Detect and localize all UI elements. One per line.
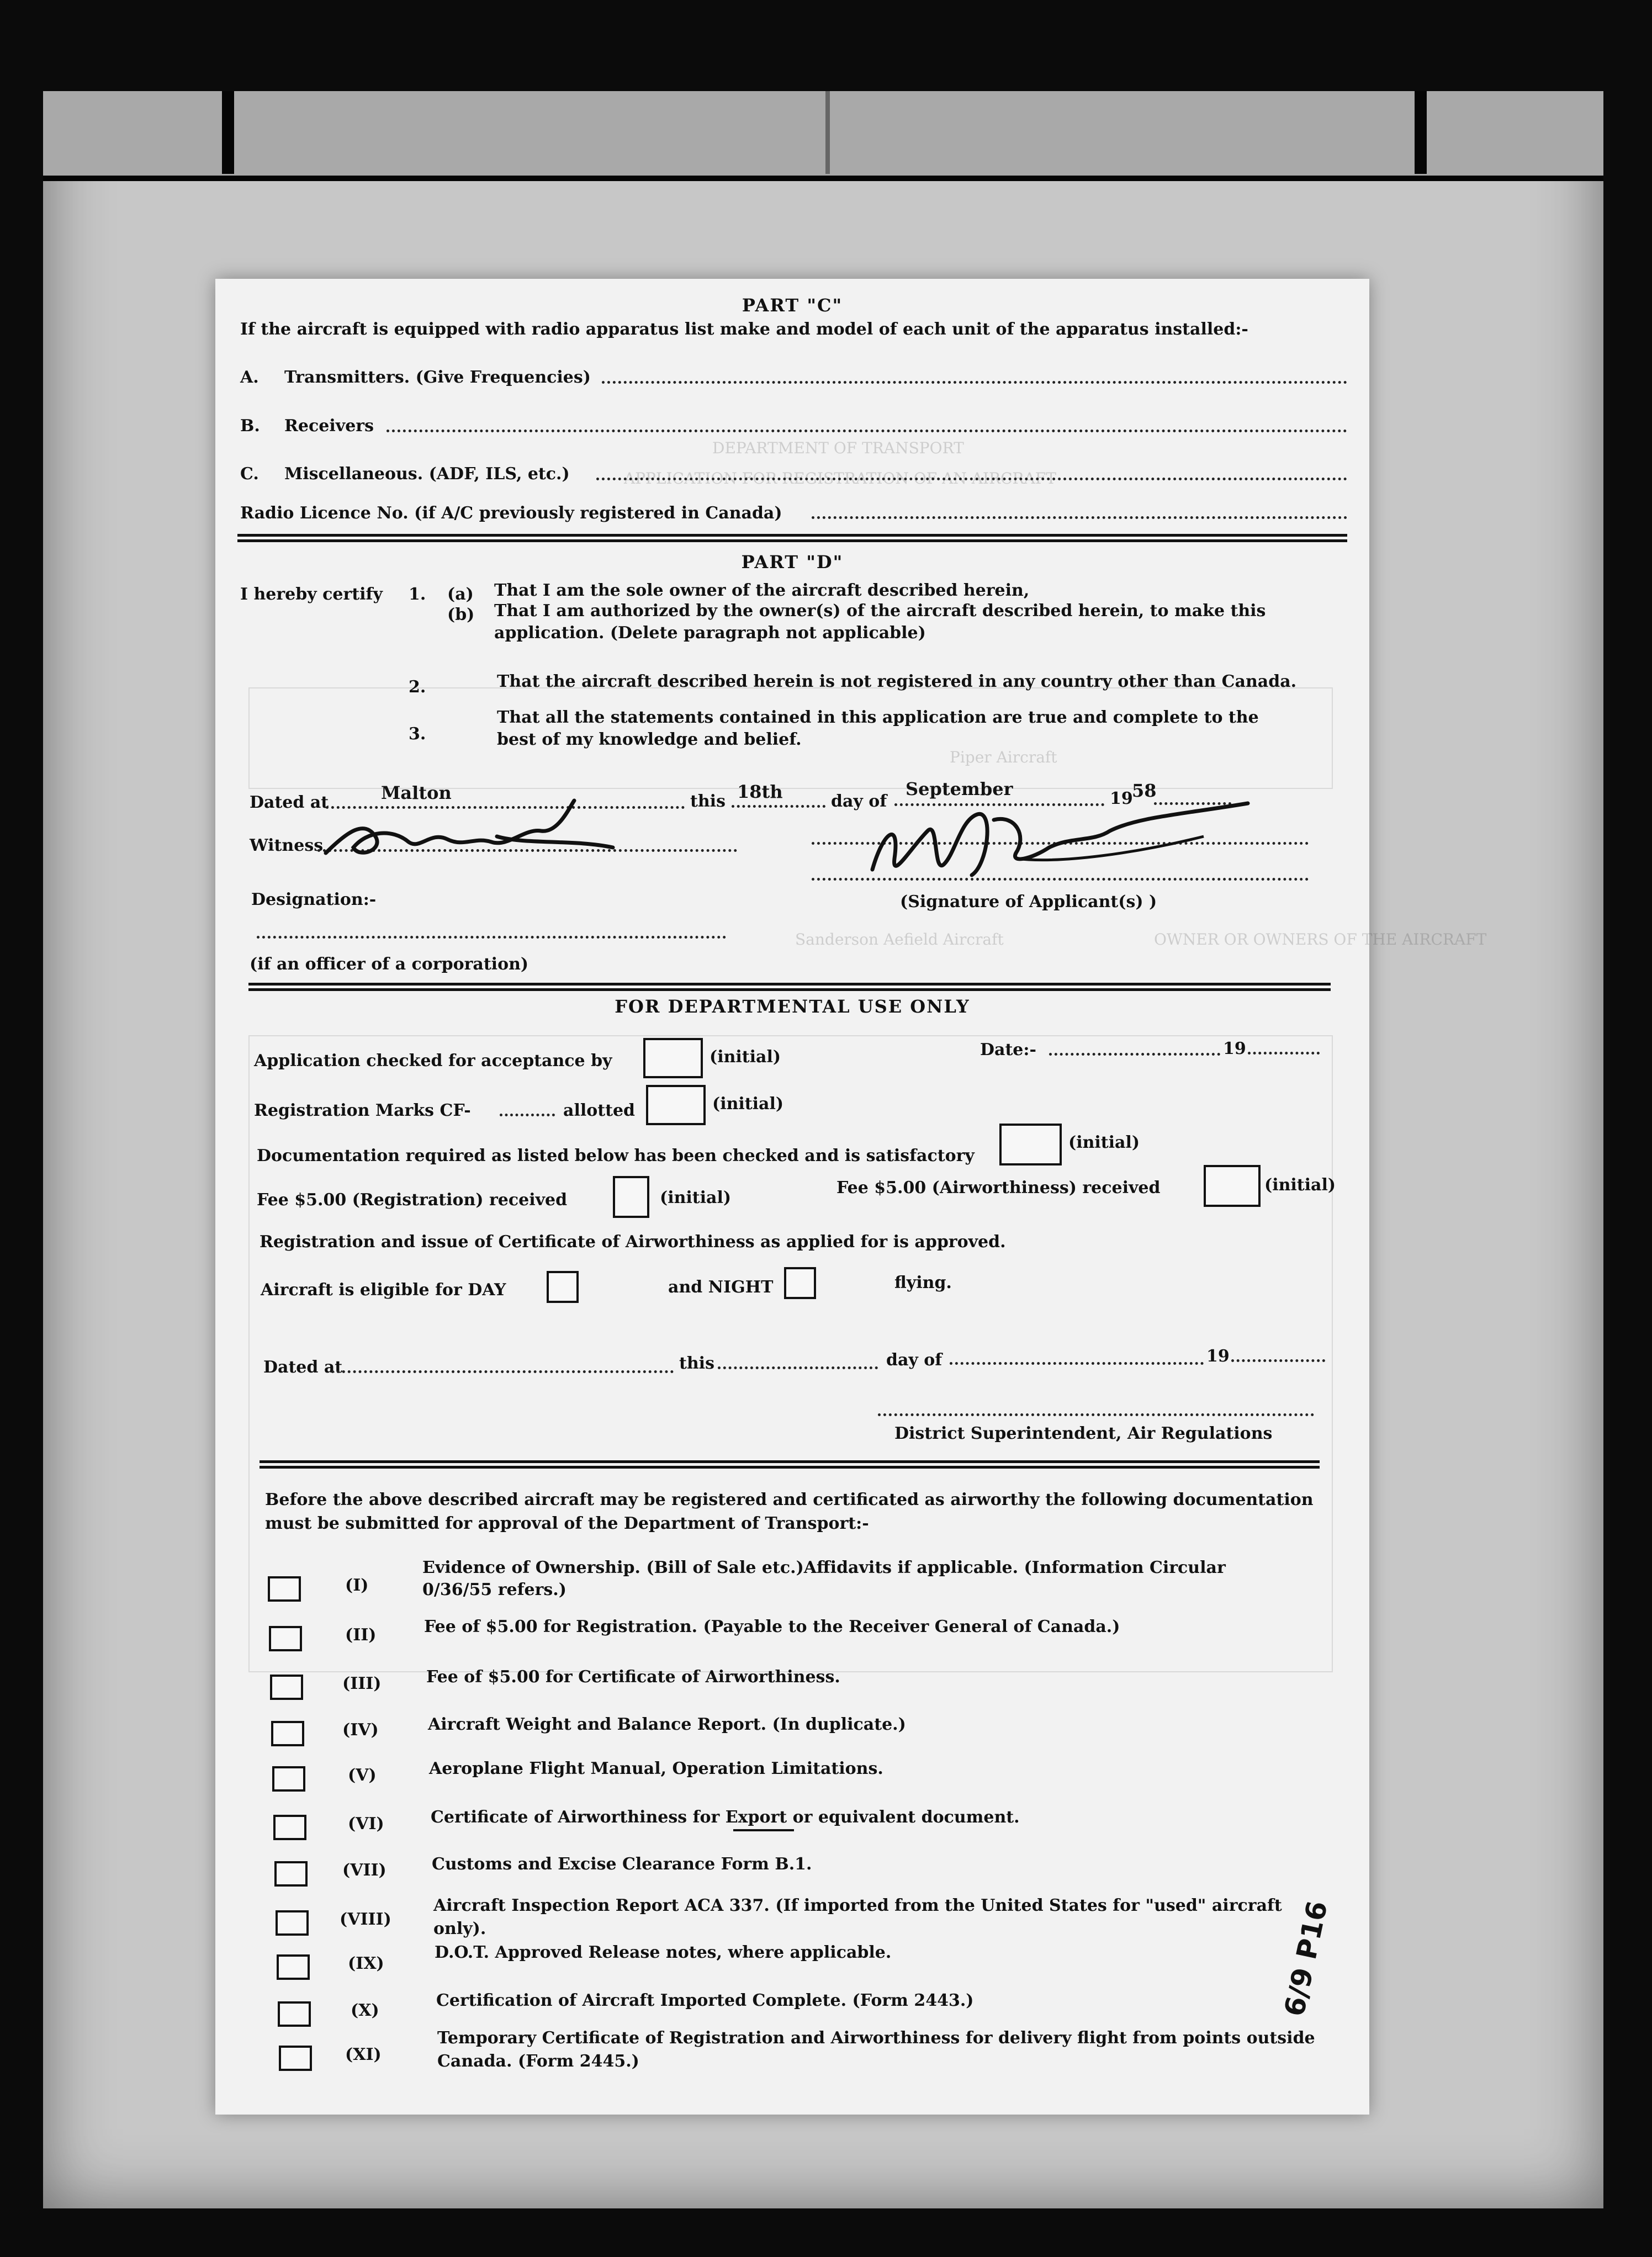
approved-label: Registration and issue of Certificate of Airworthiness as applied for is approved.: [260, 1232, 1006, 1252]
checked-label: Application checked for acceptance by: [254, 1051, 612, 1071]
doc-checkbox-iii[interactable]: [270, 1675, 303, 1700]
transmitters-field[interactable]: [602, 381, 1347, 384]
night-checkbox[interactable]: [784, 1267, 816, 1299]
radio-licence-field[interactable]: [812, 516, 1347, 519]
part-d-heading: PART "D": [741, 552, 844, 573]
officer-note: (if an officer of a corporation): [250, 955, 529, 974]
show-through-owner: OWNER OR OWNERS OF THE AIRCRAFT: [1154, 930, 1487, 949]
superintendent-signature-line[interactable]: [878, 1413, 1314, 1416]
documentation-initial-box[interactable]: [999, 1124, 1062, 1165]
checked-initial-box[interactable]: [643, 1038, 703, 1078]
doc-checkbox-viii[interactable]: [276, 1910, 309, 1936]
part-c-letter-c: C.: [240, 464, 259, 484]
doc-text-vii: Customs and Excise Clearance Form B.1.: [432, 1855, 812, 1874]
eligible-day-label: Aircraft is eligible for DAY: [261, 1280, 506, 1300]
frame-bar-left: [222, 91, 234, 174]
frame-bar-right: [1415, 91, 1427, 174]
clause-2-number: 2.: [409, 677, 426, 697]
doc-checkbox-v[interactable]: [272, 1766, 305, 1792]
dated-at-place: Malton: [381, 782, 452, 803]
doc-text-iv: Aircraft Weight and Balance Report. (In duplicate.): [428, 1715, 906, 1734]
clause-b-text-2: application. (Delete paragraph not applicable): [494, 623, 926, 643]
dept-day-of-label: day of: [886, 1350, 943, 1370]
part-c-rule-1: [237, 534, 1347, 537]
day-field[interactable]: [732, 805, 825, 808]
part-c-misc-label: Miscellaneous. (ADF, ILS, etc.): [284, 464, 570, 484]
dept-day-of-field[interactable]: [950, 1362, 1204, 1365]
file-stamp: 6/9 P16: [1278, 1898, 1334, 2020]
doc-num-ii: (II): [345, 1625, 377, 1645]
doc-text-vi: Certificate of Airworthiness for Export or equivalent document.: [431, 1808, 1020, 1827]
witness-signature: [315, 798, 624, 870]
documentation-initial-label: (initial): [1068, 1133, 1140, 1152]
frame-top-line: [43, 176, 1603, 181]
show-through-dept: DEPARTMENT OF TRANSPORT: [712, 439, 964, 457]
show-through-piper: Piper Aircraft: [950, 748, 1057, 766]
fee-registration-box[interactable]: [613, 1176, 649, 1218]
day-of-label: day of: [831, 792, 887, 811]
radio-licence-label: Radio Licence No. (if A/C previously registered in Canada): [240, 504, 782, 523]
doc-text-xi-line2: Canada. (Form 2445.): [437, 2052, 639, 2071]
doc-checkbox-xi[interactable]: [279, 2046, 312, 2071]
clause-3-number: 3.: [409, 724, 426, 744]
doc-text-x: Certification of Aircraft Imported Complete. (Form 2443.): [436, 1991, 974, 2010]
fee-registration-initial: (initial): [660, 1188, 732, 1207]
doc-checkbox-iv[interactable]: [271, 1721, 304, 1746]
departmental-heading: FOR DEPARTMENTAL USE ONLY: [615, 996, 970, 1017]
doc-text-ii: Fee of $5.00 for Registration. (Payable to the Receiver General of Canada.): [424, 1617, 1120, 1636]
doc-checkbox-vi[interactable]: [273, 1815, 306, 1840]
doc-text-iii: Fee of $5.00 for Certificate of Airworthiness.: [426, 1667, 840, 1687]
documentation-intro-1: Before the above described aircraft may be registered and certificated as airworthy the following documentation: [265, 1490, 1314, 1509]
part-c-intro: If the aircraft is equipped with radio apparatus list make and model of each unit of the apparatus installed:-: [240, 320, 1248, 339]
part-c-receivers-label: Receivers: [284, 416, 374, 436]
dated-at-label: Dated at: [250, 793, 329, 812]
doc-num-i: (I): [345, 1576, 369, 1595]
clause-3-text-2: best of my knowledge and belief.: [497, 730, 802, 749]
part-c-heading: PART "C": [742, 295, 843, 316]
dept-this-field[interactable]: [718, 1366, 878, 1369]
year-prefix: 19: [1110, 789, 1133, 808]
frame-bar-mid: [825, 91, 830, 174]
doc-text-v: Aeroplane Flight Manual, Operation Limitations.: [429, 1759, 883, 1778]
clause-3-text-1: That all the statements contained in this application are true and complete to the: [497, 708, 1259, 727]
doc-checkbox-x[interactable]: [278, 2001, 311, 2027]
dept-year-field[interactable]: [1231, 1359, 1325, 1362]
part-d-rule-2: [248, 988, 1331, 991]
clause-a-label: (a): [447, 585, 474, 604]
date-year-field[interactable]: [1248, 1052, 1320, 1055]
export-underline: [733, 1829, 794, 1831]
doc-text-i-line2: 0/36/55 refers.): [422, 1580, 566, 1599]
year-value: 58: [1132, 780, 1157, 801]
date-field[interactable]: [1049, 1053, 1220, 1056]
date-label: Date:-: [980, 1040, 1036, 1059]
doc-text-viii: Aircraft Inspection Report ACA 337. (If imported from the United States for "used" aircraft: [433, 1896, 1282, 1915]
certify-label: I hereby certify: [240, 585, 383, 604]
clause-b-label: (b): [447, 605, 475, 624]
designation-label: Designation:-: [251, 890, 377, 909]
show-through-title: APPLICATION FOR REGISTRATION OF AN AIRCRAFT: [624, 469, 1056, 488]
doc-text-xi: Temporary Certificate of Registration and Airworthiness for delivery flight from points outside: [437, 2028, 1315, 2048]
application-form-page: [215, 279, 1487, 2115]
applicant-signature: [850, 798, 1270, 897]
dept-rule-2: [260, 1466, 1320, 1469]
fee-airworthiness-label: Fee $5.00 (Airworthiness) received: [836, 1178, 1161, 1198]
reg-marks-field[interactable]: [500, 1114, 555, 1116]
doc-checkbox-ix[interactable]: [277, 1954, 310, 1980]
day-value: 18th: [737, 781, 783, 802]
documentation-intro-2: must be submitted for approval of the Department of Transport:-: [265, 1514, 869, 1533]
clause-1-number: 1.: [409, 585, 426, 604]
doc-num-iv: (IV): [342, 1720, 379, 1740]
dept-this-label: this: [679, 1354, 714, 1373]
clause-2-text: That the aircraft described herein is not registered in any country other than Canada.: [497, 672, 1297, 691]
dept-year-19: 19: [1206, 1347, 1230, 1366]
checked-initial-label: (initial): [709, 1047, 781, 1067]
date-19: 19: [1223, 1039, 1246, 1058]
doc-text-i: Evidence of Ownership. (Bill of Sale etc.)Affidavits if applicable. (Information Circular: [422, 1558, 1226, 1577]
superintendent-caption: District Superintendent, Air Regulations: [894, 1424, 1273, 1443]
reg-marks-label: Registration Marks CF-: [254, 1101, 471, 1120]
doc-checkbox-ii[interactable]: [269, 1626, 302, 1651]
doc-text-ix: D.O.T. Approved Release notes, where applicable.: [435, 1943, 892, 1962]
clause-b-text-1: That I am authorized by the owner(s) of the aircraft described herein, to make this: [494, 601, 1266, 621]
clause-a-text: That I am the sole owner of the aircraft described herein,: [494, 581, 1030, 600]
doc-num-iii: (III): [342, 1674, 382, 1693]
card-header-stripe: [43, 91, 1603, 179]
receivers-field[interactable]: [386, 430, 1347, 432]
doc-num-vi: (VI): [348, 1814, 384, 1834]
show-through-company: Sanderson Aefield Aircraft: [795, 930, 1004, 949]
day-checkbox[interactable]: [547, 1271, 579, 1303]
doc-num-viii: (VIII): [340, 1910, 391, 1929]
allotted-label: allotted: [563, 1101, 636, 1120]
doc-num-xi: (XI): [345, 2045, 382, 2064]
doc-num-v: (V): [348, 1766, 377, 1785]
allotted-initial-label: (initial): [712, 1094, 784, 1114]
part-c-rule-2: [237, 539, 1347, 542]
doc-num-vii: (VII): [342, 1861, 386, 1880]
doc-checkbox-vii[interactable]: [274, 1861, 308, 1887]
flying-label: flying.: [894, 1273, 952, 1292]
part-c-letter-b: B.: [240, 416, 260, 436]
dept-dated-at-label: Dated at: [263, 1358, 343, 1377]
doc-checkbox-i[interactable]: [268, 1576, 301, 1602]
dept-rule-1: [260, 1460, 1320, 1463]
witness-label: Witness: [250, 836, 324, 855]
part-c-letter-a: A.: [240, 368, 259, 387]
doc-num-ix: (IX): [348, 1954, 384, 1973]
this-label: this: [690, 792, 726, 811]
night-label: and NIGHT: [668, 1278, 774, 1297]
part-d-rule-1: [248, 983, 1331, 986]
fee-registration-label: Fee $5.00 (Registration) received: [257, 1190, 568, 1210]
misc-field[interactable]: [596, 478, 1347, 480]
doc-num-x: (X): [351, 2001, 379, 2020]
designation-field[interactable]: [257, 936, 726, 939]
applicant-signature-caption: (Signature of Applicant(s) ): [900, 892, 1157, 912]
fee-airworthiness-initial: (initial): [1264, 1175, 1336, 1195]
part-c-transmitters-label: Transmitters. (Give Frequencies): [284, 368, 591, 387]
month-value: September: [906, 778, 1013, 799]
documentation-check-label: Documentation required as listed below has been checked and is satisfactory: [257, 1146, 975, 1165]
doc-text-viii-line2: only).: [433, 1919, 486, 1938]
fee-airworthiness-box[interactable]: [1204, 1165, 1261, 1207]
dept-dated-at-field[interactable]: [331, 1370, 674, 1373]
allotted-initial-box[interactable]: [646, 1085, 706, 1125]
